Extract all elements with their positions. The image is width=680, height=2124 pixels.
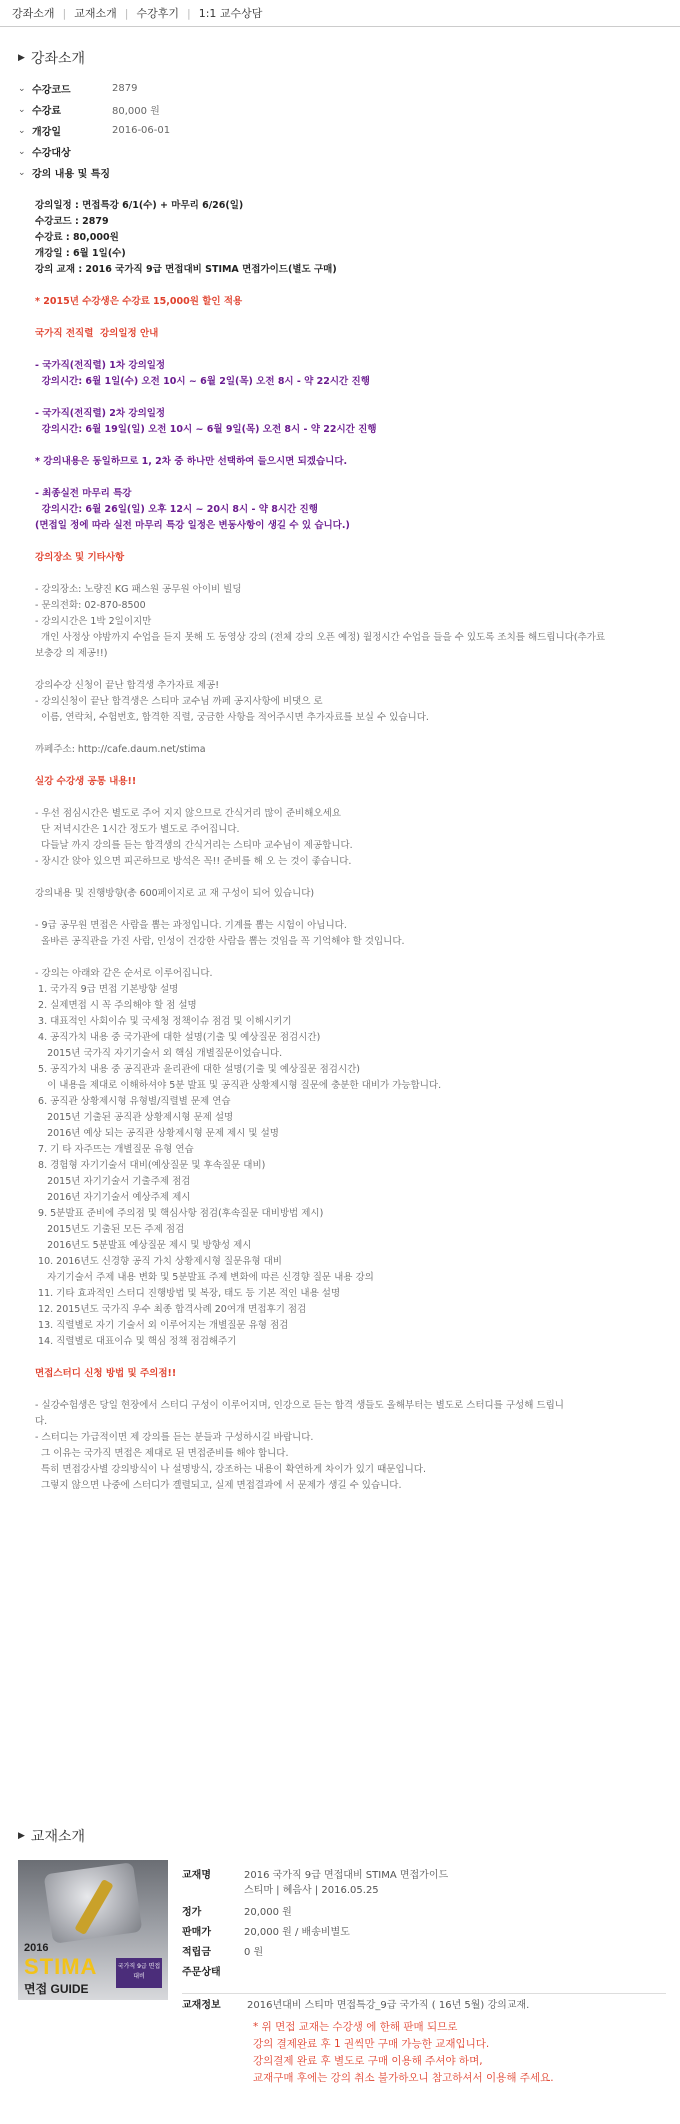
tab-book-intro[interactable]: 교재소개 bbox=[74, 7, 117, 20]
content-line: 개강일 : 6월 1일(수) bbox=[35, 248, 126, 259]
info-row-target[interactable]: ⌄ 수강대상 bbox=[18, 146, 71, 159]
course-section-label: 강좌소개 bbox=[30, 51, 86, 67]
content-line bbox=[35, 902, 665, 918]
cover-year: 2016 bbox=[24, 1942, 49, 1954]
tab-bar bbox=[0, 0, 680, 27]
tab-consult[interactable]: 1:1 교수상담 bbox=[198, 7, 263, 20]
content-line: 2015년도 기출된 모든 주제 점검 bbox=[35, 1224, 185, 1235]
info-row-code: ⌄ 수강코드 2879 bbox=[18, 83, 138, 96]
content-line: 이름, 연락처, 수험번호, 합격한 직렬, 궁금한 사항을 적어주시면 추가자료를 보실 수 있습니다. bbox=[35, 712, 429, 723]
content-line bbox=[35, 662, 665, 678]
content-line: - 최종실전 마무리 특강 bbox=[35, 488, 132, 499]
content-line: 6. 공직관 상황제시형 유형별/직렬별 문제 연습 bbox=[35, 1096, 231, 1107]
chevron-down-icon: ⌄ bbox=[18, 104, 26, 115]
content-line: 강의내용 및 진행방향(총 600페이지로 교 재 구성이 되어 있습니다) bbox=[35, 888, 315, 899]
content-line: 2016년 예상 되는 공직관 상황제시형 문제 제시 및 설명 bbox=[35, 1128, 279, 1139]
content-line: 개인 사정상 야밤까지 수업을 듣지 못해 도 동영상 강의 (전체 강의 오픈 예정) 월정시간 수업을 들을 수 있도록 조치를 해드립니다(추가료 bbox=[35, 632, 606, 643]
book-row-sale-price: 판매가 20,000 원 / 배송비별도 bbox=[182, 1927, 350, 1938]
content-line: 8. 경험형 자기기술서 대비(예상질문 및 후속질문 대비) bbox=[35, 1160, 266, 1171]
content-line: 단 저녁시간은 1시간 정도가 별도로 주어집니다. bbox=[35, 824, 240, 835]
chevron-down-icon: ⌄ bbox=[18, 125, 26, 136]
content-line bbox=[35, 790, 665, 806]
content-line bbox=[35, 870, 665, 886]
tab-separator: | bbox=[62, 6, 67, 20]
content-line: 자기기술서 주제 내용 변화 및 5분발표 주제 변화에 따른 신경향 질문 내용 강의 bbox=[35, 1272, 374, 1283]
content-line: 2016년도 5분발표 예상질문 제시 및 방향성 제시 bbox=[35, 1240, 252, 1251]
content-line: 2015년 국가직 자기기술서 외 핵심 개별질문이었습니다. bbox=[35, 1048, 283, 1059]
book-section-title bbox=[18, 1826, 85, 1846]
content-line: 강의장소 및 기타사항 bbox=[35, 552, 125, 563]
content-line: - 장시간 앉아 있으면 피곤하므로 방석은 꼭!! 준비를 해 오 는 것이 좋습니다. bbox=[35, 856, 352, 867]
content-line bbox=[35, 1382, 665, 1398]
content-line: - 우선 점심시간은 별도로 주어 지지 않으므로 간식거리 많이 준비해오세요 bbox=[35, 808, 341, 819]
course-info-list bbox=[18, 78, 232, 183]
content-line: 이 내용을 제대로 이해하셔야 5분 발표 및 공직관 상황제시형 질문에 충분한 대비가 가능합니다. bbox=[35, 1080, 442, 1091]
triangle-right-icon: ▶ bbox=[18, 53, 25, 63]
content-line: 까페주소: http://cafe.daum.net/stima bbox=[35, 744, 206, 755]
content-line bbox=[35, 470, 665, 486]
content-line: 4. 공직가치 내용 중 국가관에 대한 설명(기출 및 예상질문 점검시간) bbox=[35, 1032, 321, 1043]
content-line bbox=[35, 566, 665, 582]
content-line: - 국가직(전직렬) 1차 강의일정 bbox=[35, 360, 166, 371]
content-line: 12. 2015년도 국가직 우수 최종 합격사례 20여개 면접후기 점검 bbox=[35, 1304, 307, 1315]
content-line bbox=[35, 758, 665, 774]
info-row-content[interactable]: ⌄ 강의 내용 및 특징 bbox=[18, 167, 111, 180]
content-line: 강의시간: 6월 19일(일) 오전 10시 ~ 6월 9일(목) 오전 8시 - 약 22시간 진행 bbox=[35, 424, 377, 435]
content-line: 실강 수강생 공통 내용!! bbox=[35, 776, 137, 787]
book-row-info: 교재정보 2016년대비 스티마 면접특강_9급 국가직 ( 16년 5월) 강의교재. bbox=[182, 2000, 530, 2011]
content-line: - 스터디는 가급적이면 제 강의를 듣는 분들과 구성하시길 바랍니다. bbox=[35, 1432, 314, 1443]
book-section-label: 교재소개 bbox=[30, 1829, 86, 1845]
content-line: 수강코드 : 2879 bbox=[35, 216, 109, 227]
triangle-right-icon: ▶ bbox=[18, 1831, 25, 1841]
content-line: 특히 면접강사별 강의방식이 나 설명방식, 강조하는 내용이 확연하게 차이가 있기 때문입니다. bbox=[35, 1464, 427, 1475]
content-line: 강의시간: 6월 1일(수) 오전 10시 ~ 6월 2일(목) 오전 8시 - 약 22시간 진행 bbox=[35, 376, 370, 387]
content-line: 1. 국가직 9급 면접 기본방향 설명 bbox=[35, 984, 179, 995]
content-line: * 2015년 수강생은 수강료 15,000원 할인 적용 bbox=[35, 296, 243, 307]
content-line: 2016년 자기기술서 예상주제 제시 bbox=[35, 1192, 191, 1203]
content-line: - 강의시간은 1박 2일이지만 bbox=[35, 616, 152, 627]
content-line bbox=[35, 310, 665, 326]
tab-reviews[interactable]: 수강후기 bbox=[136, 7, 179, 20]
cover-title: STIMA bbox=[24, 1954, 98, 1979]
content-line: 강의 교재 : 2016 국가직 9급 면접대비 STIMA 면접가이드(별도 구매) bbox=[35, 264, 337, 275]
content-line: 강의시간: 6월 26일(일) 오후 12시 ~ 20시 8시 - 약 8시간 진행 bbox=[35, 504, 318, 515]
book-row-order-status: 주문상태 bbox=[182, 1967, 221, 1978]
content-line bbox=[35, 950, 665, 966]
content-line: 강의수강 신청이 끝난 합격생 추가자료 제공! bbox=[35, 680, 220, 691]
content-line: 9. 5분발표 준비에 주의점 및 핵심사항 점검(후속질문 대비방법 제시) bbox=[35, 1208, 324, 1219]
book-row-list-price: 정가 20,000 원 bbox=[182, 1907, 292, 1918]
content-line: 국가직 전직렬 강의일정 안내 bbox=[35, 328, 159, 339]
chevron-down-icon: ⌄ bbox=[18, 167, 26, 178]
content-line: - 강의신청이 끝난 합격생은 스티마 교수님 까페 공지사항에 비댓으 로 bbox=[35, 696, 323, 707]
content-line: 13. 직렬별로 자기 기술서 외 이루어지는 개별질문 유형 점검 bbox=[35, 1320, 289, 1331]
content-line bbox=[35, 534, 665, 550]
content-line: - 문의전화: 02-870-8500 bbox=[35, 600, 146, 611]
content-line: 5. 공직가치 내용 중 공직관과 윤리관에 대한 설명(기출 및 예상질문 점검시간) bbox=[35, 1064, 361, 1075]
content-line: - 9급 공무원 면접은 사람을 뽑는 과정입니다. 기계를 뽑는 시험이 아닙니다. bbox=[35, 920, 347, 931]
info-row-start-date: ⌄ 개강일 2016-06-01 bbox=[18, 125, 171, 138]
course-description bbox=[35, 198, 665, 1494]
chevron-down-icon: ⌄ bbox=[18, 83, 26, 94]
content-line bbox=[35, 726, 665, 742]
content-line: 수강료 : 80,000원 bbox=[35, 232, 119, 243]
tab-separator: | bbox=[124, 6, 129, 20]
content-line: 보충강 의 제공!!) bbox=[35, 648, 108, 659]
book-cover-image bbox=[18, 1860, 168, 2000]
cover-subtitle: 면접 GUIDE bbox=[24, 1982, 89, 1996]
content-line: 2. 실제면접 시 꼭 주의해야 할 점 설명 bbox=[35, 1000, 197, 1011]
content-line: 7. 기 타 자주뜨는 개별질문 유형 연습 bbox=[35, 1144, 194, 1155]
cover-badge: 국가직 9급 면접대비 bbox=[116, 1958, 162, 1988]
content-line: 2015년 기출된 공직관 상황제시형 문제 설명 bbox=[35, 1112, 234, 1123]
content-line: 14. 직렬별로 대표이슈 및 핵심 정책 점검해주기 bbox=[35, 1336, 237, 1347]
content-line: 올바른 공직관을 가진 사람, 인성이 건강한 사람을 뽑는 것임을 꼭 기억해야 할 것입니다. bbox=[35, 936, 405, 947]
content-line: 다. bbox=[35, 1416, 48, 1427]
tab-separator: | bbox=[186, 6, 191, 20]
content-line: - 국가직(전직렬) 2차 강의일정 bbox=[35, 408, 166, 419]
book-row-publisher: 스티마 | 혜음사 | 2016.05.25 bbox=[244, 1885, 379, 1896]
content-line: 강의일정 : 면접특강 6/1(수) + 마무리 6/26(일) bbox=[35, 200, 244, 211]
divider bbox=[182, 1993, 666, 1994]
book-purchase-notice: * 위 면접 교재는 수강생 에 한해 판매 되므로 강의 결제완료 후 1 권씩만 구매 가능한 교재입니다. 강의결제 완료 후 별도로 구매 이용해 주셔야 하며, 교재구매 후에는 강의 취소 불가하오니 참고하셔서 이용해 주세요. bbox=[253, 2021, 554, 2084]
content-line: (면접일 정에 따라 실전 마무리 특강 일정은 변동사항이 생길 수 있 습니다.) bbox=[35, 520, 350, 531]
content-line: 그 이유는 국가직 면접은 제대로 된 면접준비를 해야 합니다. bbox=[35, 1448, 289, 1459]
content-line: - 강의장소: 노량진 KG 패스원 공무원 아이비 빌딩 bbox=[35, 584, 242, 595]
content-line: 그렇지 않으면 나중에 스터디가 곌렬되고, 실제 면접결과에 서 문제가 생길 수 있습니다. bbox=[35, 1480, 402, 1491]
chevron-down-icon: ⌄ bbox=[18, 146, 26, 157]
course-section-title bbox=[18, 48, 85, 68]
tab-course-intro[interactable]: 강좌소개 bbox=[12, 7, 55, 20]
content-line: - 실강수험생은 당일 현장에서 스터디 구성이 이루어지며, 인강으로 듣는 합격 생들도 올해부터는 별도로 스터디를 구성해 드립니 bbox=[35, 1400, 564, 1411]
book-info-table bbox=[182, 1866, 448, 1983]
content-line: 다들날 까지 강의를 듣는 합격생의 간식거리는 스티마 교수님이 제공합니다. bbox=[35, 840, 353, 851]
info-row-fee: ⌄ 수강료 80,000 원 bbox=[18, 104, 160, 117]
content-line bbox=[35, 438, 665, 454]
content-line: 10. 2016년도 신경향 공직 가치 상황제시형 질문유형 대비 bbox=[35, 1256, 282, 1267]
content-line bbox=[35, 390, 665, 406]
content-line: 11. 기타 효과적인 스터디 진행방법 및 복장, 태도 등 기본 적인 내용 설명 bbox=[35, 1288, 341, 1299]
book-row-points: 적립금 0 원 bbox=[182, 1947, 264, 1958]
content-line: 3. 대표적인 사회이슈 및 국세청 정책이슈 점검 및 이해시키기 bbox=[35, 1016, 292, 1027]
content-line bbox=[35, 342, 665, 358]
content-line bbox=[35, 278, 665, 294]
content-line: 면접스터디 신청 방법 및 주의점!! bbox=[35, 1368, 177, 1379]
content-line: 2015년 자기기술서 기출주제 점검 bbox=[35, 1176, 191, 1187]
content-line bbox=[35, 1350, 665, 1366]
book-row-title: 교재명 2016 국가직 9급 면접대비 STIMA 면접가이드 bbox=[182, 1870, 449, 1881]
content-line: * 강의내용은 동일하므로 1, 2차 중 하나만 선택하여 들으시면 되겠습니다. bbox=[35, 456, 348, 467]
content-line: - 강의는 아래와 같은 순서로 이루어집니다. bbox=[35, 968, 213, 979]
